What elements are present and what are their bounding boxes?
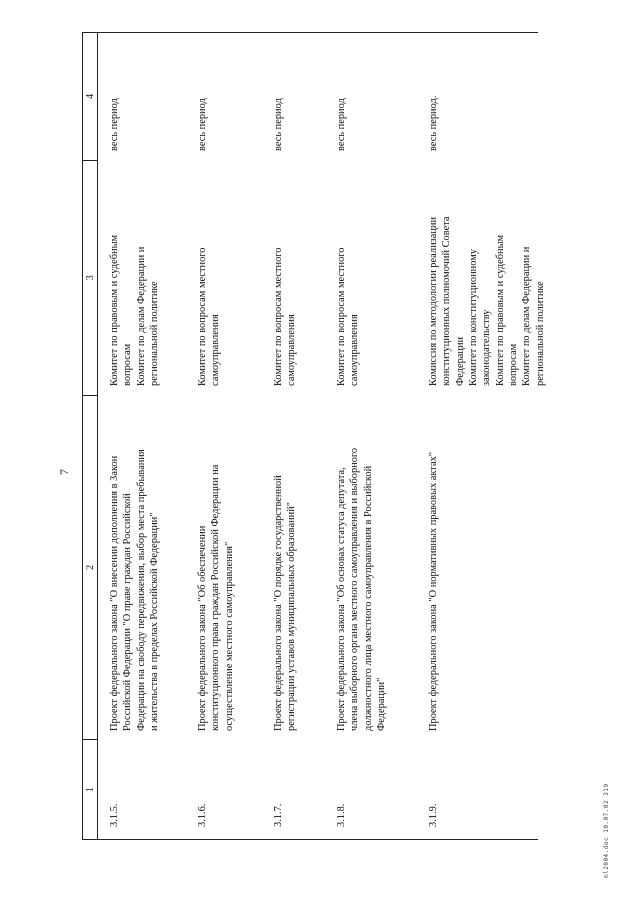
committee-line: Комиссия по методологии реализации: [428, 216, 439, 386]
responsible-committee: [335, 161, 362, 386]
committee-line: законодательству: [481, 309, 493, 386]
row-number: 3.1.6.: [197, 803, 208, 827]
table-header-row: [82, 32, 98, 840]
committee-line: Комитет по вопросам местного: [197, 247, 208, 386]
row-number: 3.1.5.: [109, 803, 120, 827]
period: весь период: [336, 98, 347, 151]
law-title-line: осуществление местного самоуправления": [223, 541, 235, 731]
law-title-line: Федерации на свободу передвижения, выбор места пребывания: [135, 449, 147, 731]
file-footer: ml2004.doc 10.07.02 319: [603, 783, 610, 878]
committee-line: самоуправления: [210, 314, 222, 386]
law-title-line: и жительства в пределах Российской Федерации": [148, 512, 160, 731]
page-number: 7: [57, 469, 71, 475]
header-col-1: 1: [82, 739, 98, 839]
plan-table: [82, 32, 546, 840]
header-col-4: 4: [82, 32, 98, 160]
period: весь период: [197, 98, 208, 151]
committee-line: Федерации: [454, 336, 466, 386]
period: весь период: [109, 98, 120, 151]
header-col-2: 2: [82, 395, 98, 740]
row-number: 3.1.7.: [273, 803, 284, 827]
committee-line: Комитет по конституционному: [467, 249, 479, 386]
committee-line: Комитет по правовым и судебным: [109, 234, 120, 386]
period: весь период: [273, 98, 284, 151]
committee-line: Комитет по делам Федерации и: [521, 246, 533, 386]
committee-line: Комитет по вопросам местного: [336, 247, 347, 386]
row-number: 3.1.8.: [336, 803, 347, 827]
committee-line: региональной политике: [534, 281, 546, 386]
law-title-line: должностного лица местного самоуправления в Российской: [362, 465, 374, 731]
committee-line: вопросам: [507, 343, 519, 386]
law-title: [272, 396, 299, 731]
law-title-line: Федерации": [375, 677, 387, 731]
law-title: [108, 396, 161, 731]
responsible-committee: [196, 161, 223, 386]
law-title-line: Проект федерального закона "О порядке государственной: [273, 475, 284, 731]
committee-line: Комитет по правовым и судебным: [494, 234, 506, 386]
table-body: [98, 32, 546, 840]
committee-line: Комитет по вопросам местного: [273, 247, 284, 386]
responsible-committee: [427, 161, 547, 386]
committee-line: конституционных полномочий Совета: [441, 216, 453, 386]
law-title-line: Проект федерального закона "Об основах статуса депутата,: [336, 467, 347, 731]
committee-line: самоуправления: [349, 314, 361, 386]
law-title: [196, 396, 236, 731]
law-title: [427, 396, 440, 731]
row-number: 3.1.9.: [428, 803, 439, 827]
law-title-line: Российской Федерации "О праве граждан Российской: [122, 493, 134, 731]
committee-line: самоуправления: [286, 314, 298, 386]
law-title-line: члена выборного органа местного самоуправления и выборного: [349, 447, 361, 731]
responsible-committee: [108, 161, 161, 386]
law-title: [335, 396, 388, 731]
committee-line: региональной политике: [148, 281, 160, 386]
law-title-line: Проект федерального закона "О нормативных правовых актах": [428, 451, 439, 731]
law-title-line: регистрации уставов муниципальных образований": [286, 502, 298, 731]
committee-line: вопросам: [122, 343, 134, 386]
header-col-3: 3: [82, 160, 98, 395]
committee-line: Комитет по делам Федерации и: [135, 246, 147, 386]
law-title-line: конституционного права граждан Российской Федерации на: [210, 464, 222, 731]
law-title-line: Проект федерального закона "Об обеспечении: [197, 525, 208, 731]
responsible-committee: [272, 161, 299, 386]
period: весь период.: [428, 95, 439, 151]
law-title-line: Проект федерального закона "О внесении дополнения в Закон: [109, 455, 120, 731]
